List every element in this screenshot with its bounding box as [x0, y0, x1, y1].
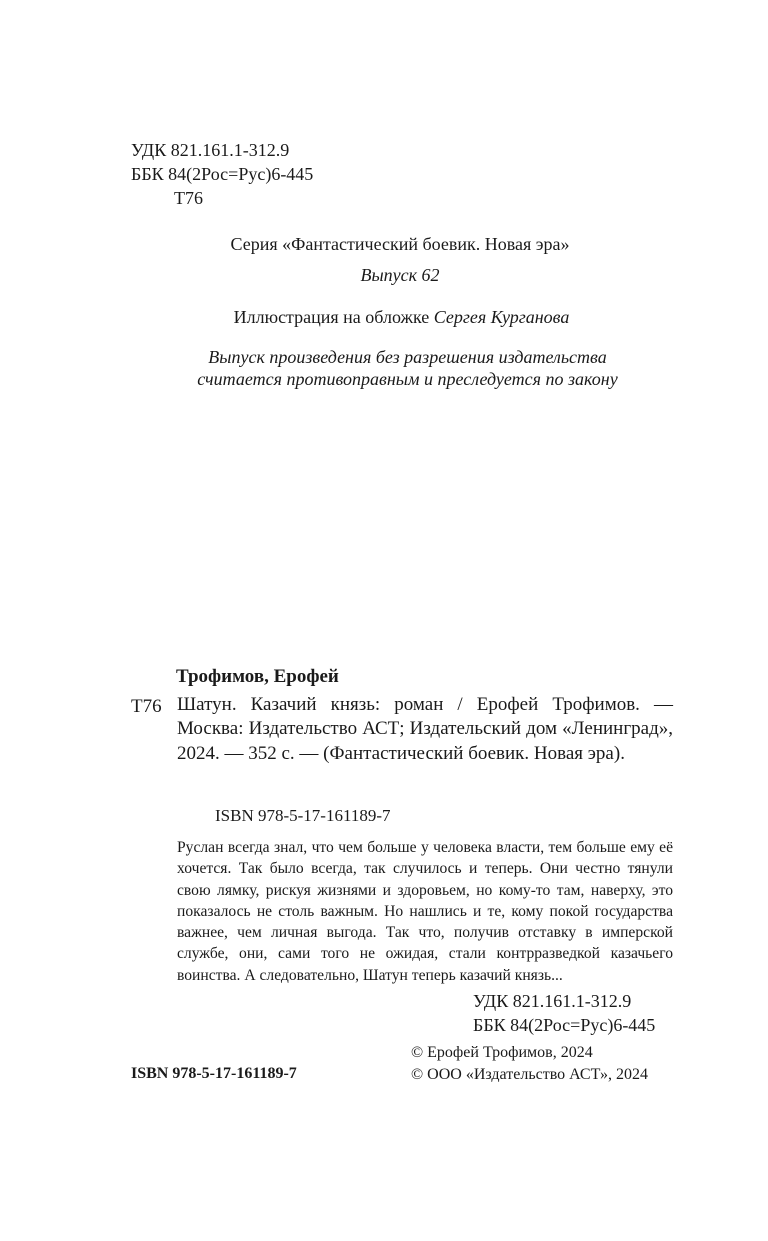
bibliographic-description: Шатун. Казачий князь: роман / Ерофей Трофимов. — Москва: Издательство АСТ; Издательский дом «Ленинград», 2024. — 352 с. — (Фантастический боевик. Новая эра). — [177, 694, 673, 764]
isbn-bold: ISBN 978-5-17-161189-7 — [131, 1065, 297, 1082]
warning-line-1: Выпуск произведения без разрешения издательства — [208, 347, 607, 367]
illustration-artist: Сергея Курганова — [433, 307, 570, 327]
copyright-author: © Ерофей Трофимов, 2024 — [411, 1044, 593, 1061]
udk-code-bottom: УДК 821.161.1-312.9 — [473, 991, 632, 1011]
illustration-credit — [0, 306, 768, 328]
classification-codes-top — [131, 139, 313, 211]
series-issue: Выпуск 62 — [360, 265, 440, 285]
record-code: Т76 — [131, 696, 162, 717]
warning-line-2: считается противоправным и преследуется по закону — [197, 369, 618, 389]
bbk-code: ББК 84(2Рос=Рус)6-445 — [131, 164, 314, 184]
classification-codes-bottom — [473, 990, 655, 1038]
record-author: Трофимов, Ерофей — [176, 666, 339, 687]
author-mark: Т76 — [174, 188, 203, 208]
illustration-prefix: Иллюстрация на обложке — [233, 307, 430, 327]
series-title: Серия «Фантастический боевик. Новая эра» — [230, 234, 570, 254]
annotation: Руслан всегда знал, что чем больше у человека власти, тем больше ему её хочется. Так было всегда, так случилось и теперь. Они честно тянули свою лямку, рискуя жизнями и здоровьем, но кому-то там, наверху, это показалось не столь важным. Но нашлись и те, кому покой государства важнее, чем личная выгода. Так что, получив отставку в имперской службе, они, сами того не ожидая, стали контрразведкой казачьего воинства. А следовательно, Шатун теперь казачий князь... — [177, 839, 673, 984]
copyright-notices — [411, 1042, 648, 1086]
udk-code: УДК 821.161.1-312.9 — [131, 140, 290, 160]
copyright-publisher: © ООО «Издательство АСТ», 2024 — [411, 1066, 648, 1083]
record-isbn: ISBN 978-5-17-161189-7 — [215, 806, 391, 825]
copyright-warning — [0, 346, 768, 390]
bbk-code-bottom: ББК 84(2Рос=Рус)6-445 — [473, 1015, 656, 1035]
